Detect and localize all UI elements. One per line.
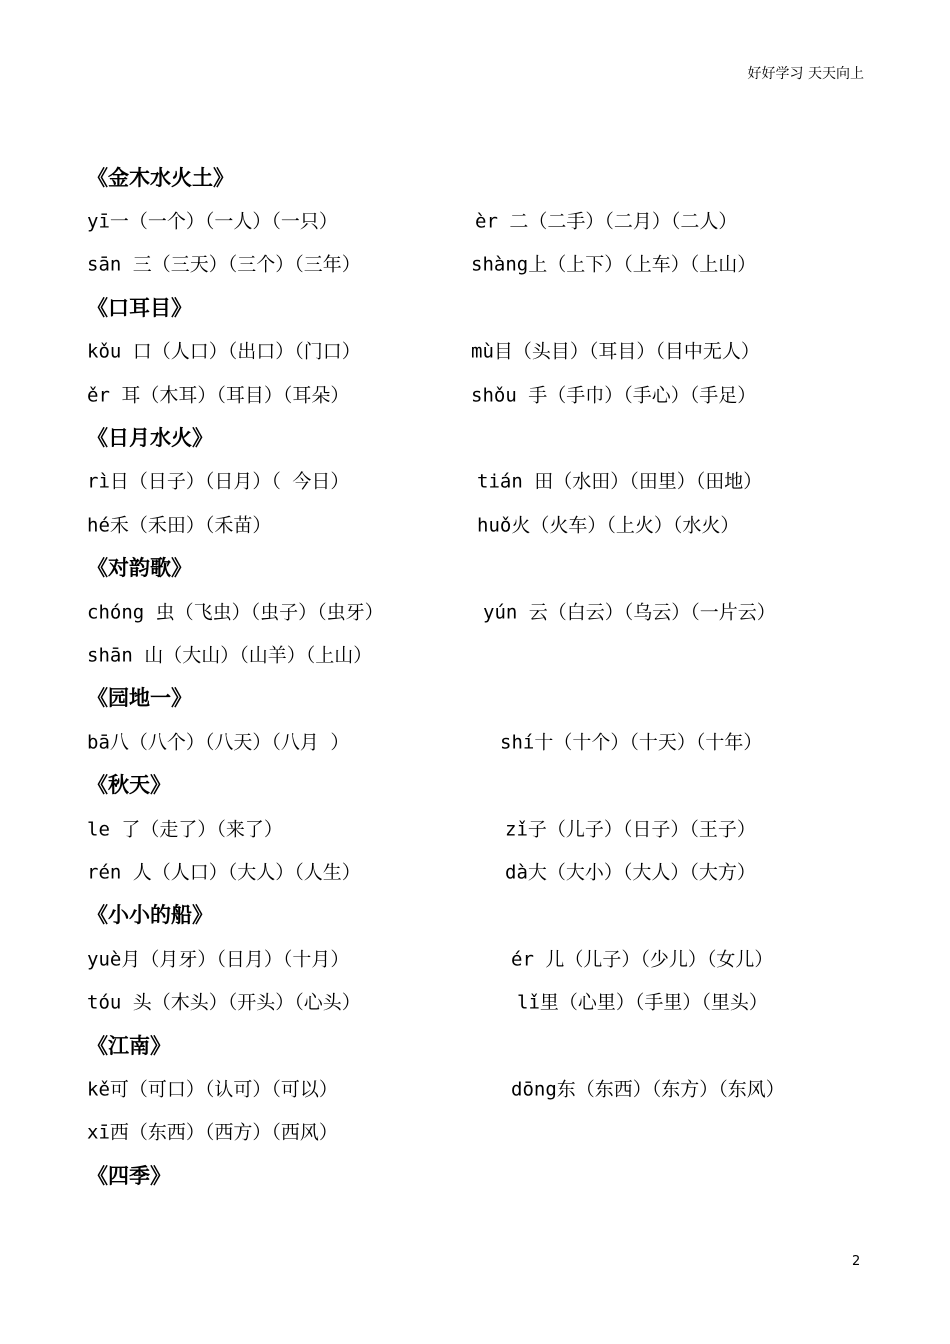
- page-number: 2: [852, 1254, 861, 1269]
- vocab-entry-left: le 了（走了）（来了）: [87, 818, 283, 841]
- vocab-row: [87, 372, 887, 415]
- vocab-row: [87, 849, 887, 892]
- vocab-row: [87, 1066, 887, 1109]
- vocab-entry-left: hé禾（禾田）（禾苗）: [87, 514, 272, 537]
- lesson-title: 《四季》: [87, 1163, 171, 1188]
- lesson-title: 《秋天》: [87, 773, 171, 798]
- vocab-entry-right: ér 儿（儿子）（少儿）（女儿）: [511, 948, 774, 971]
- vocab-row: [87, 632, 887, 675]
- vocab-row: [87, 459, 887, 502]
- vocab-entry-right: èr 二（二手）（二月）（二人）: [475, 210, 738, 233]
- vocab-entry-right: yún 云（白云）（乌云）（一片云）: [483, 601, 776, 624]
- vocab-entry-right: shàng上（上下）（上车）（上山）: [471, 253, 757, 276]
- vocab-row: [87, 198, 887, 241]
- lesson-title: 《口耳目》: [87, 295, 192, 320]
- vocab-entry-left: yuè月（月牙）（日月）（十月）: [87, 948, 350, 971]
- vocab-entry-left: rì日（日子）（日月）（ 今日）: [87, 470, 350, 493]
- vocab-row: [87, 719, 887, 762]
- vocab-entry-left: sān 三（三天）（三个）（三年）: [87, 253, 361, 276]
- vocab-row: [87, 806, 887, 849]
- vocab-entry-left: kě可（可口）（认可）（可以）: [87, 1078, 338, 1101]
- vocab-entry-right: lǐ里（心里）（手里）（里头）: [517, 991, 768, 1014]
- vocab-entry-left: xī西（东西）（西方）（西风）: [87, 1121, 338, 1144]
- vocab-entry-right: shǒu 手（手巾）（手心）（手足）: [471, 384, 757, 407]
- vocab-entry-right: shí十（十个）（十天）（十年）: [500, 731, 763, 754]
- header-motto: 好好学习 天天向上: [747, 66, 864, 82]
- vocab-entry-left: bā八（八个）（八天）（八月 ）: [87, 731, 350, 754]
- vocab-entry-right: huǒ火（火车）（上火）（水火）: [477, 514, 740, 537]
- vocab-entry-right: tián 田（水田）（田里）（田地）: [477, 470, 763, 493]
- vocab-entry-right: zǐ子（儿子）（日子）（王子）: [505, 818, 756, 841]
- lesson-title: 《园地一》: [87, 686, 192, 711]
- vocab-entry-left: chóng 虫（飞虫）（虫子）（虫牙）: [87, 601, 384, 624]
- vocab-row: [87, 979, 887, 1022]
- vocab-entry-left: ěr 耳（木耳）（耳目）（耳朵）: [87, 384, 350, 407]
- vocab-row: [87, 329, 887, 372]
- vocab-entry-right: mù目（头目）（耳目）（目中无人）: [471, 340, 760, 363]
- vocab-entry-left: kǒu 口（人口）（出口）（门口）: [87, 340, 361, 363]
- vocab-row: [87, 1110, 887, 1153]
- vocab-entry-left: rén 人（人口）（大人）（人生）: [87, 861, 361, 884]
- vocab-entry-left: yī一（一个）（一人）（一只）: [87, 210, 338, 233]
- lesson-title: 《江南》: [87, 1033, 171, 1058]
- vocab-row: [87, 589, 887, 632]
- lesson-title: 《日月水火》: [87, 426, 213, 451]
- lesson-title: 《金木水火土》: [87, 165, 234, 190]
- vocab-entry-right: dà大（大小）（大人）（大方）: [505, 861, 756, 884]
- vocab-entry-left: shān 山（大山）（山羊）（上山）: [87, 644, 373, 667]
- vocab-row: [87, 936, 887, 979]
- vocab-entry-right: dōng东（东西）（东方）（东风）: [511, 1078, 785, 1101]
- vocabulary-list: [87, 155, 887, 1196]
- vocab-row: [87, 502, 887, 545]
- lesson-title: 《对韵歌》: [87, 556, 192, 581]
- vocab-row: [87, 242, 887, 285]
- lesson-title: 《小小的船》: [87, 903, 213, 928]
- vocab-entry-left: tóu 头（木头）（开头）（心头）: [87, 991, 361, 1014]
